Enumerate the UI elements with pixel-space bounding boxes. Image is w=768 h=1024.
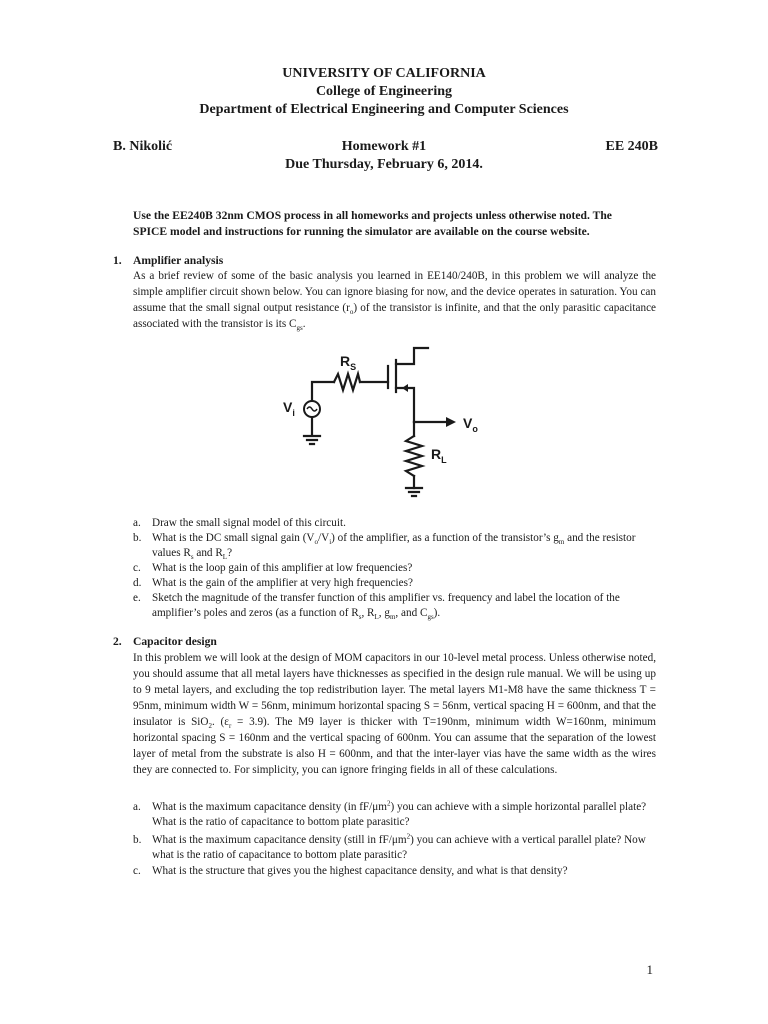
rs-resistor <box>334 374 360 390</box>
page-number: 1 <box>646 962 653 977</box>
rl-resistor <box>406 436 422 476</box>
section1-number: 1. <box>113 254 122 267</box>
author: B. Nikolić <box>113 139 173 154</box>
due-date: Due Thursday, February 6, 2014. <box>285 157 483 172</box>
question-1a: a. Draw the small signal model of this circuit. <box>133 517 346 529</box>
question-2c: c. What is the structure that gives you the highest capacitance density, and what is that density? <box>133 865 568 877</box>
vi-label: $V_i$ <box>283 399 295 418</box>
intro-note: Use the EE240B 32nm CMOS process in all homeworks and projects unless otherwise noted. The SPICE model and instructions for running the simulator are available on the course website. <box>133 209 612 238</box>
university-name: UNIVERSITY OF CALIFORNIA <box>282 66 486 81</box>
course-code: EE 240B <box>605 139 658 154</box>
question-1e: e. Sketch the magnitude of the transfer function of this amplifier vs. frequency and label the location of the amplifier’s poles and zeros (as a function of $R_s$, $R_L$, $g_m$, and $C_{gs}$). <box>133 592 620 622</box>
rs-label: $R_S$ <box>340 353 357 372</box>
question-1b: b. What is the DC small signal gain $(V_o/V_i)$ of the amplifier, as a function of the transistor’s $g_m$ and the resistor values $R_s$ and $R_L$? <box>133 532 636 562</box>
section2-number: 2. <box>113 635 122 648</box>
department-name: Department of Electrical Engineering and Computer Sciences <box>199 102 569 117</box>
rl-label: $R_L$ <box>431 446 447 465</box>
section1-title: Amplifier analysis <box>133 254 224 267</box>
question-1c: c. What is the loop gain of this amplifier at low frequencies? <box>133 562 413 574</box>
question-1d: d. What is the gain of the amplifier at very high frequencies? <box>133 577 413 589</box>
vo-label: $V_o$ <box>463 415 478 434</box>
homework-title: Homework #1 <box>341 139 427 154</box>
section1-paragraph: As a brief review of some of the basic analysis you learned in EE140/240B, in this problem we will analyze the simple amplifier circuit shown below. You can ignore biasing for now, and the device operates in saturation. You can assume that the small signal output resistance $(r_o)$ of the transistor is infinite, and that the only parasitic capacitance associated with the transistor is its $C_{gs}$. <box>133 270 656 333</box>
question-2b: b. What is the maximum capacitance density (still in $fF/\mu m^2$) you can achieve with a vertical parallel plate? Now what is the ratio of capacitance to bottom plate parasitic? <box>133 832 646 861</box>
section2-paragraph: In this problem we will look at the design of MOM capacitors in our 10-level metal process. Unless otherwise noted, you should assume that all metal layers have thicknesses as specified in the design rule manual. We will be using up to 9 metal layers, and excluding the top redistribution layer. The metal layers M1-M8 have the same thickness T = 95nm, minimum width W = 56nm, minimum horizontal spacing S = 56nm, vertical spacing H = 600nm, and that the insulator is SiO$_2$. $(\varepsilon_r = 3.9)$. The M9 layer is thicker with T=190nm, minimum width W=160nm, minimum horizontal spacing S = 160nm and the vertical spacing of 600nm. You can assume that the separation of the lowest layer of metal from the substrate is also H = 600nm, and that the inter-layer vias have the same width as the wires they are connected to. For simplicity, you can ignore fringing fields in all of these calculations. <box>133 652 656 776</box>
question-2a: a. What is the maximum capacitance density (in $fF/\mu m^2$) you can achieve with a simple horizontal parallel plate? What is the ratio of capacitance to bottom plate parasitic? <box>133 799 647 828</box>
section2-title: Capacitor design <box>133 635 217 648</box>
college-name: College of Engineering <box>315 84 453 99</box>
